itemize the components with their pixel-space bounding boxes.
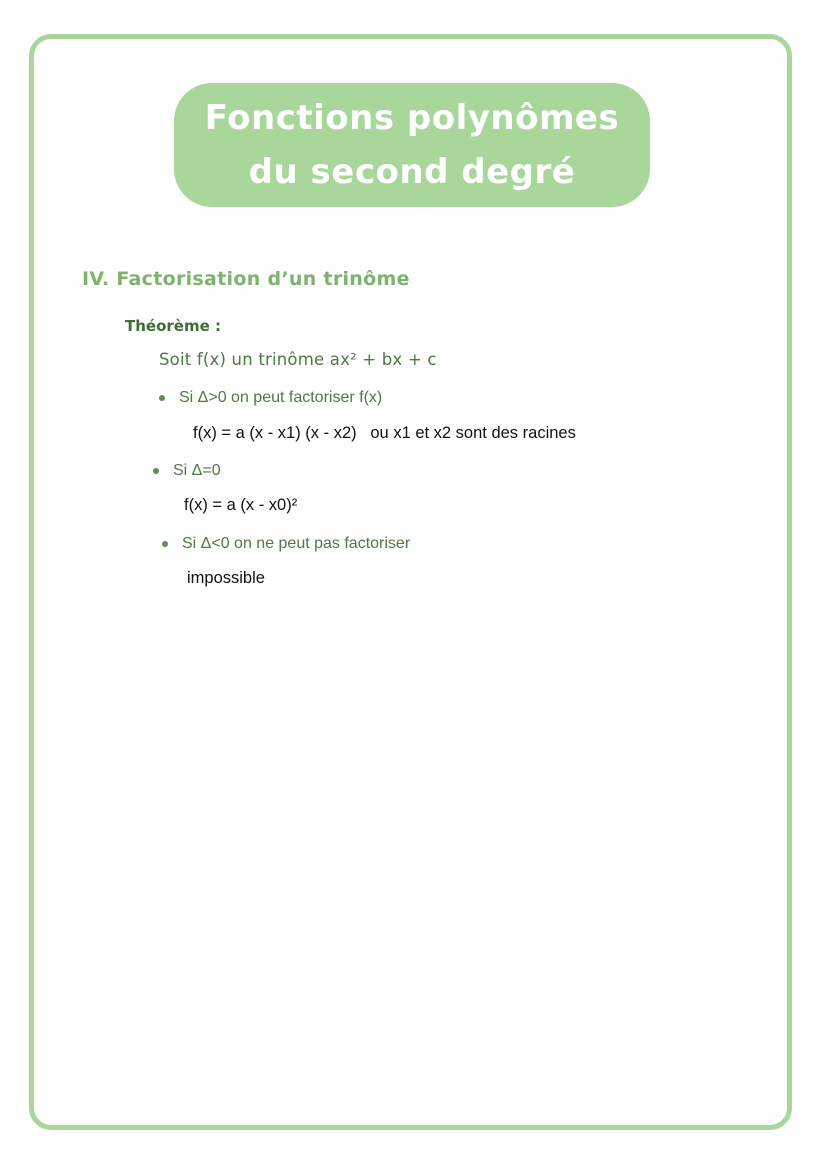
- case-result: f(x) = a (x - x1) (x - x2) ou x1 et x2 sont des racines: [193, 424, 576, 442]
- case-condition: Si Δ>0 on peut factoriser f(x): [179, 389, 383, 406]
- theorem-label: Théorème :: [125, 317, 221, 335]
- case-condition: Si Δ=0: [173, 462, 221, 479]
- page-title: Fonctions polynômes du second degré: [204, 98, 620, 192]
- case-condition: Si Δ<0 on ne peut pas factoriser: [182, 535, 411, 552]
- bullet-dot-icon: [159, 395, 165, 401]
- case-result: f(x) = a (x - x0)²: [184, 496, 298, 514]
- bullet-dot-icon: [162, 541, 168, 547]
- bullet-dot-icon: [153, 468, 159, 474]
- case-result: impossible: [187, 569, 265, 587]
- list-item: [153, 462, 221, 480]
- section-heading: IV. Factorisation d’un trinôme: [82, 268, 410, 290]
- title-banner: [174, 83, 650, 207]
- list-item: [162, 535, 410, 553]
- theorem-intro: Soit f(x) un trinôme ax² + bx + c: [159, 350, 437, 369]
- list-item: [159, 389, 382, 407]
